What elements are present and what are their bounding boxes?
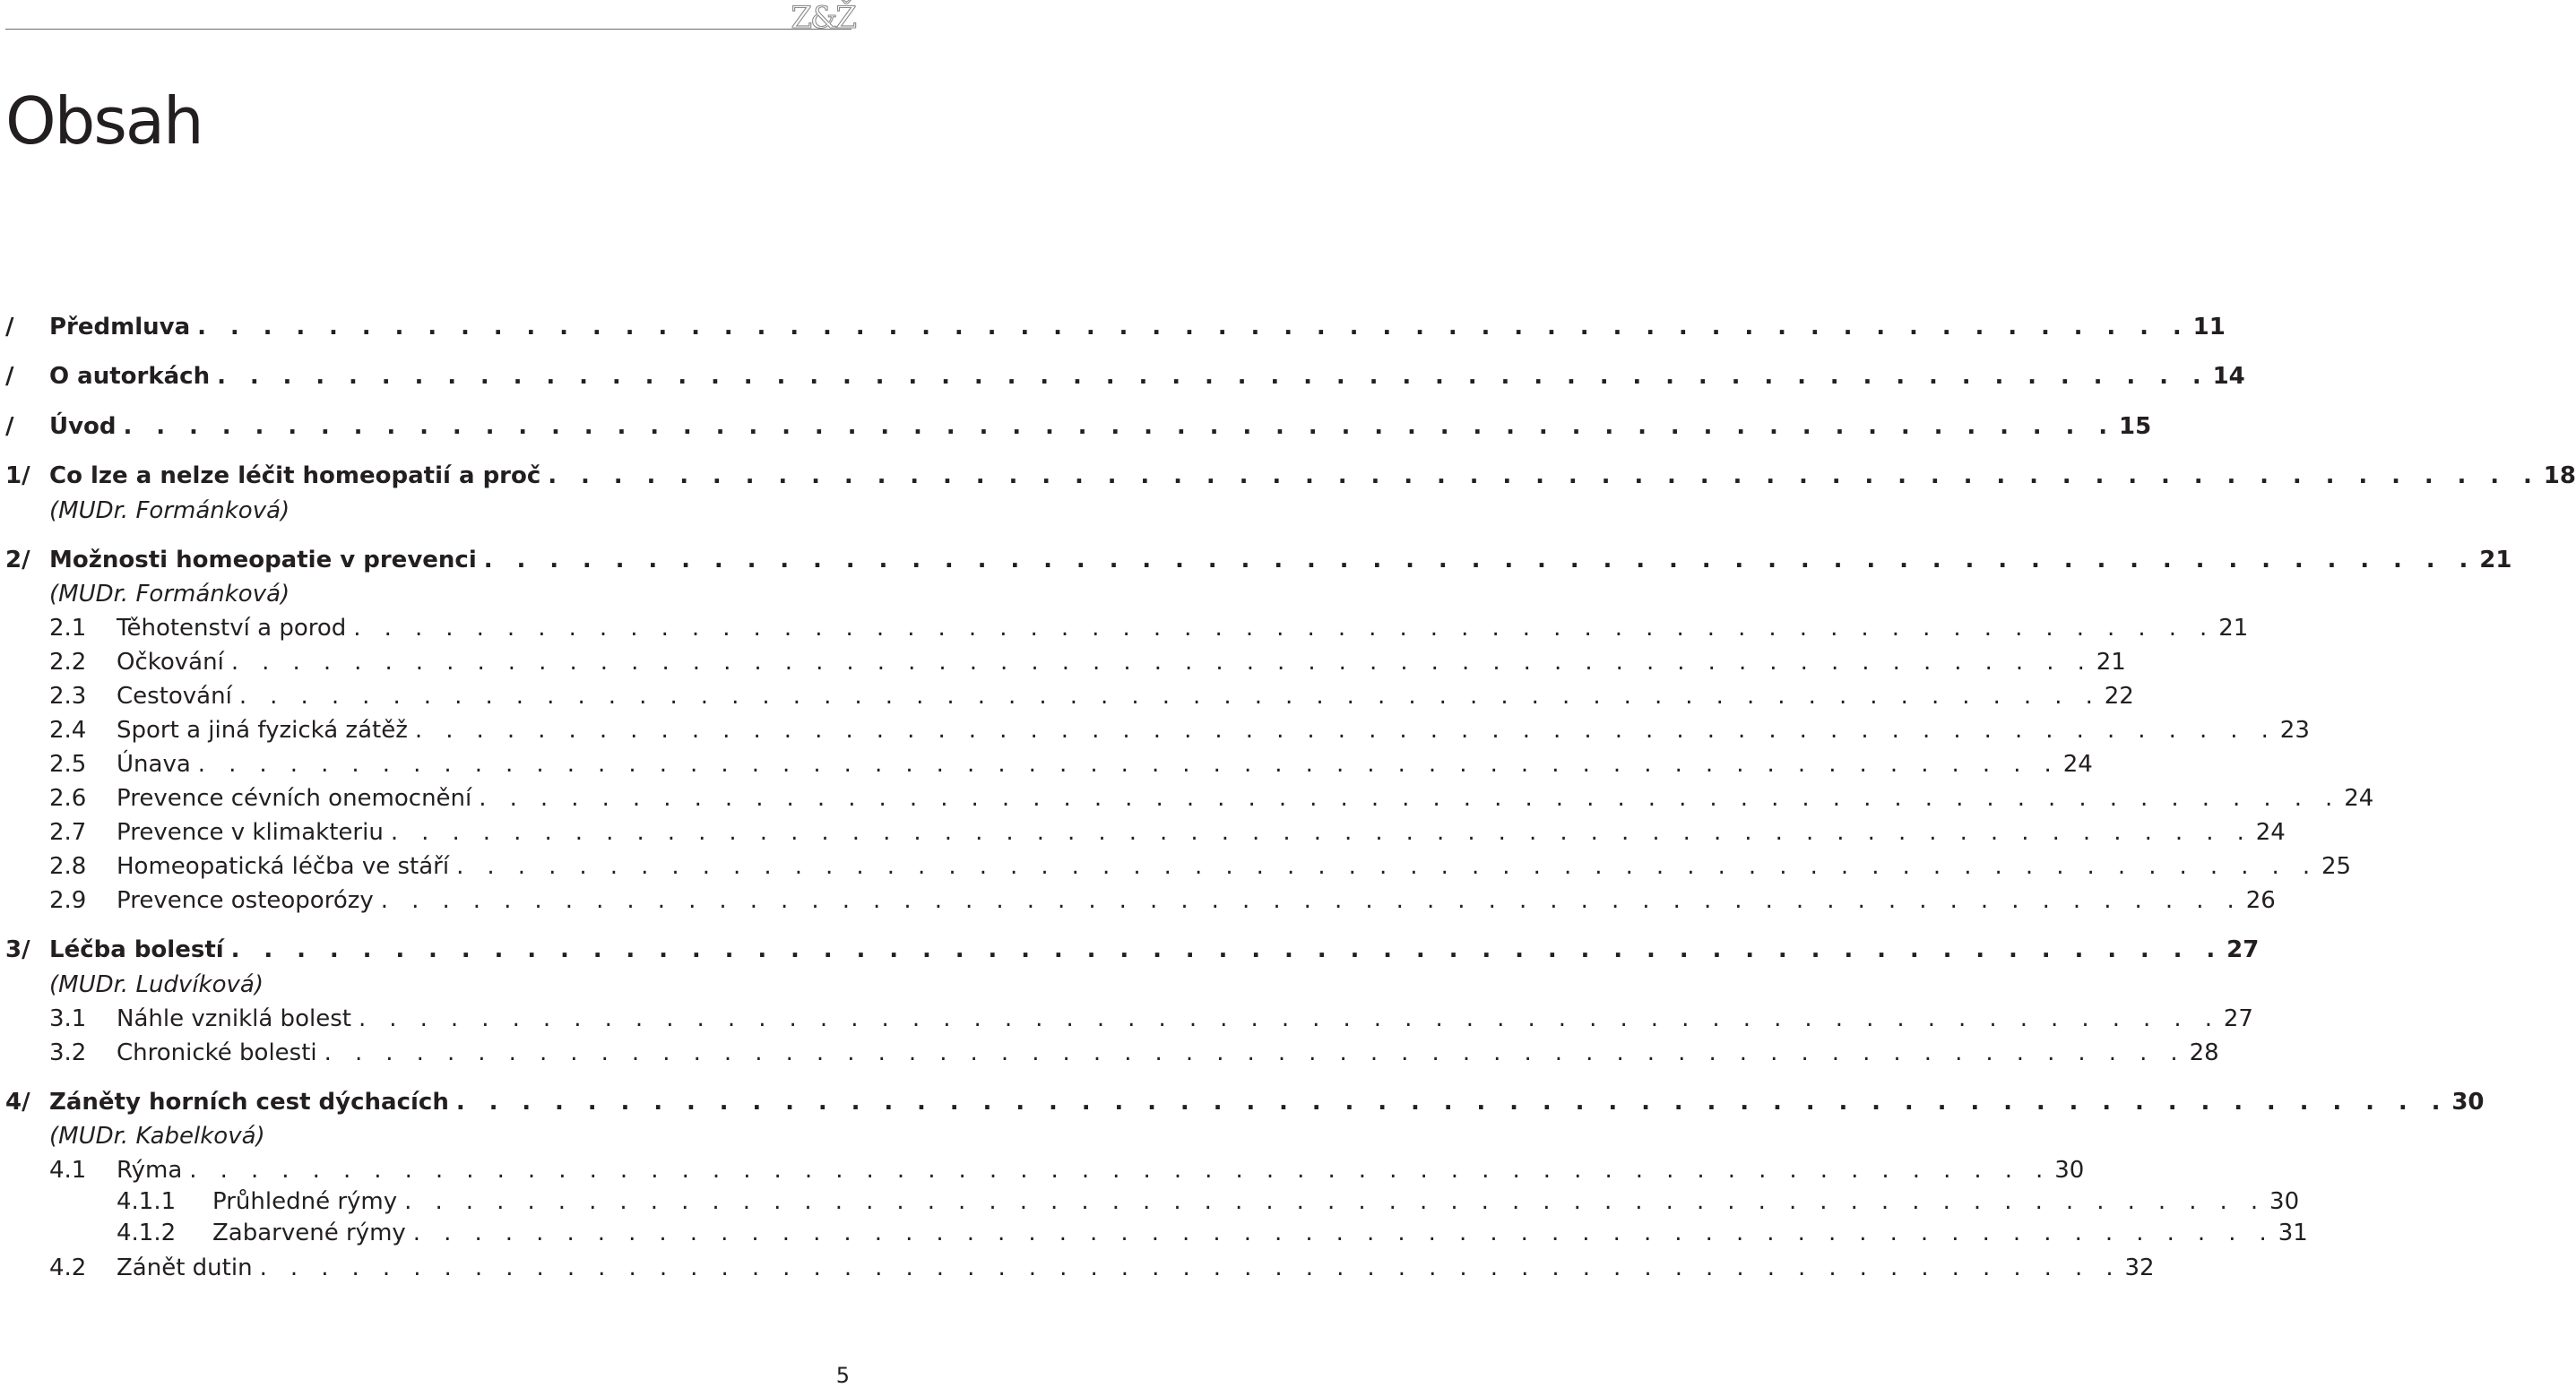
toc-number: 4.2 bbox=[49, 1254, 87, 1281]
chapter-author: (MUDr. Formánková) bbox=[49, 497, 290, 524]
toc-number: 4/ bbox=[5, 1089, 30, 1116]
dot-leader: . . . . . . . . . . . . . . . . . . . . . . . . . . . . . . . . . . . . . . . . . . . . . . . . . . . . . . . . . . . . . bbox=[217, 363, 2209, 390]
toc-section-2-7[interactable] bbox=[0, 815, 2286, 849]
toc-number: 4.1.2 bbox=[117, 1220, 177, 1246]
toc-section-2-6[interactable] bbox=[0, 781, 2374, 815]
toc-number: 2.7 bbox=[49, 819, 87, 846]
toc-page: 30 bbox=[2054, 1157, 2085, 1184]
page-number: 5 bbox=[835, 1363, 850, 1388]
page-title: Obsah bbox=[5, 83, 203, 159]
toc-section-2-1[interactable] bbox=[0, 611, 2249, 645]
toc-page: 26 bbox=[2245, 887, 2276, 914]
dot-leader: . . . . . . . . . . . . . . . . . . . . . . . . . . . . . . . . . . . . . . . . . . . . . . . . . . . . . . . . . . . . . bbox=[456, 853, 2319, 880]
toc-page: 23 bbox=[2279, 717, 2310, 744]
dot-leader: . . . . . . . . . . . . . . . . . . . . . . . . . . . . . . . . . . . . . . . . . . . . . . . . . . . . . . . . . . . . . bbox=[259, 1254, 2122, 1281]
dot-leader: . . . . . . . . . . . . . . . . . . . . . . . . . . . . . . . . . . . . . . . . . . . . . . . . . . . . . . . . . . . . . bbox=[197, 751, 2060, 778]
toc-number: 3.2 bbox=[49, 1039, 87, 1066]
dot-leader: . . . . . . . . . . . . . . . . . . . . . . . . . . . . . . . . . . . . . . . . . . . . . . . . . . . . . . . . . . . . . bbox=[483, 547, 2477, 573]
dot-leader: . . . . . . . . . . . . . . . . . . . . . . . . . . . . . . . . . . . . . . . . . . . . . . . . . . . . . . . . . . . . . bbox=[455, 1089, 2449, 1116]
toc-number: 2.5 bbox=[49, 751, 87, 778]
toc-section-2-5[interactable] bbox=[0, 747, 2093, 781]
toc-label: Prevence v klimakteriu bbox=[117, 819, 384, 846]
toc-page: 24 bbox=[2255, 819, 2286, 846]
toc-entry-o-autorkach[interactable] bbox=[0, 359, 2245, 393]
toc-label: Očkování bbox=[117, 649, 224, 676]
toc-label: Úvod bbox=[49, 413, 117, 440]
chapter-author: (MUDr. Kabelková) bbox=[49, 1123, 265, 1150]
toc-section-2-4[interactable] bbox=[0, 713, 2310, 747]
toc-page: 25 bbox=[2321, 853, 2352, 880]
toc-number: 2.9 bbox=[49, 887, 87, 914]
chapter-author: (MUDr. Ludvíková) bbox=[49, 971, 264, 998]
toc-label: Záněty horních cest dýchacích bbox=[49, 1089, 449, 1116]
toc-page: 31 bbox=[2278, 1220, 2308, 1246]
toc-page: 14 bbox=[2212, 363, 2245, 390]
dot-leader: . . . . . . . . . . . . . . . . . . . . . . . . . . . . . . . . . . . . . . . . . . . . . . . . . . . . . . . . . . . . . bbox=[548, 462, 2540, 489]
dot-leader: . . . . . . . . . . . . . . . . . . . . . . . . . . . . . . . . . . . . . . . . . . . . . . . . . . . . . . . . . . . . . bbox=[390, 819, 2252, 846]
dot-leader: . . . . . . . . . . . . . . . . . . . . . . . . . . . . . . . . . . . . . . . . . . . . . . . . . . . . . . . . . . . . . bbox=[324, 1039, 2186, 1066]
toc-number: 2.4 bbox=[49, 717, 87, 744]
toc-label: Sport a jiná fyzická zátěž bbox=[117, 717, 408, 744]
toc-page: 27 bbox=[2226, 936, 2260, 963]
toc-page: 30 bbox=[2269, 1188, 2300, 1215]
toc-page: 21 bbox=[2218, 615, 2249, 642]
toc-section-4-2[interactable] bbox=[0, 1251, 2155, 1285]
toc-label: Průhledné rýmy bbox=[212, 1188, 398, 1215]
toc-page: 18 bbox=[2543, 462, 2576, 489]
toc-label: Co lze a nelze léčit homeopatií a proč bbox=[49, 462, 541, 489]
dot-leader: . . . . . . . . . . . . . . . . . . . . . . . . . . . . . . . . . . . . . . . . . . . . . . . . . . . . . . . . . . . . . bbox=[404, 1188, 2267, 1215]
toc-entry-uvod[interactable] bbox=[0, 410, 2152, 444]
toc-number: 4.1.1 bbox=[117, 1188, 177, 1215]
toc-page: 11 bbox=[2192, 314, 2226, 341]
toc-section-2-9[interactable] bbox=[0, 884, 2276, 918]
dot-leader: . . . . . . . . . . . . . . . . . . . . . . . . . . . . . . . . . . . . . . . . . . . . . . . . . . . . . . . . . . . . . bbox=[380, 887, 2243, 914]
toc-chapter-4[interactable] bbox=[0, 1085, 2485, 1119]
toc-label: Předmluva bbox=[49, 314, 191, 341]
dot-leader: . . . . . . . . . . . . . . . . . . . . . . . . . . . . . . . . . . . . . . . . . . . . . . . . . . . . . . . . . . . . . bbox=[230, 936, 2224, 963]
toc-label: Možnosti homeopatie v prevenci bbox=[49, 547, 477, 573]
toc-number: 2/ bbox=[5, 547, 30, 573]
toc-label: O autorkách bbox=[49, 363, 211, 390]
toc-label: Prevence osteoporózy bbox=[117, 887, 374, 914]
toc-page: 28 bbox=[2189, 1039, 2219, 1066]
publisher-logo: Z&Ž bbox=[791, 0, 855, 36]
dot-leader: . . . . . . . . . . . . . . . . . . . . . . . . . . . . . . . . . . . . . . . . . . . . . . . . . . . . . . . . . . . . . bbox=[189, 1157, 2052, 1184]
toc-chapter-1[interactable] bbox=[0, 459, 2576, 493]
toc-page: 21 bbox=[2479, 547, 2512, 573]
toc-number: 2.1 bbox=[49, 615, 87, 642]
toc-label: Únava bbox=[117, 751, 191, 778]
toc-label: Chronické bolesti bbox=[117, 1039, 317, 1066]
toc-chapter-3[interactable] bbox=[0, 933, 2260, 967]
toc-label: Prevence cévních onemocnění bbox=[117, 785, 472, 812]
toc-label: Těhotenství a porod bbox=[117, 615, 347, 642]
dot-leader: . . . . . . . . . . . . . . . . . . . . . . . . . . . . . . . . . . . . . . . . . . . . . . . . . . . . . . . . . . . . . bbox=[230, 649, 2093, 676]
toc-number: 3.1 bbox=[49, 1005, 87, 1032]
toc-section-3-1[interactable] bbox=[0, 1002, 2253, 1036]
toc-subsection-4-1-1[interactable] bbox=[0, 1185, 2300, 1219]
toc-section-2-3[interactable] bbox=[0, 679, 2134, 713]
toc-label: Rýma bbox=[117, 1157, 183, 1184]
toc-number: / bbox=[5, 413, 14, 440]
dot-leader: . . . . . . . . . . . . . . . . . . . . . . . . . . . . . . . . . . . . . . . . . . . . . . . . . . . . . . . . . . . . . bbox=[197, 314, 2190, 341]
toc-number: 2.6 bbox=[49, 785, 87, 812]
toc-page: 30 bbox=[2451, 1089, 2485, 1116]
toc-page: 32 bbox=[2124, 1254, 2155, 1281]
toc-page: 24 bbox=[2062, 751, 2093, 778]
toc-page: 15 bbox=[2119, 413, 2152, 440]
chapter-author: (MUDr. Formánková) bbox=[49, 581, 290, 608]
toc-number: / bbox=[5, 314, 14, 341]
toc-label: Zánět dutin bbox=[117, 1254, 253, 1281]
dot-leader: . . . . . . . . . . . . . . . . . . . . . . . . . . . . . . . . . . . . . . . . . . . . . . . . . . . . . . . . . . . . . bbox=[479, 785, 2341, 812]
toc-number: 2.2 bbox=[49, 649, 87, 676]
dot-leader: . . . . . . . . . . . . . . . . . . . . . . . . . . . . . . . . . . . . . . . . . . . . . . . . . . . . . . . . . . . . . bbox=[358, 1005, 2220, 1032]
toc-label: Cestování bbox=[117, 683, 232, 710]
toc-section-2-8[interactable] bbox=[0, 849, 2352, 884]
toc-number: 3/ bbox=[5, 936, 30, 963]
toc-number: / bbox=[5, 363, 14, 390]
toc-label: Zabarvené rýmy bbox=[212, 1220, 406, 1246]
toc-section-3-2[interactable] bbox=[0, 1036, 2219, 1070]
toc-page: 22 bbox=[2104, 683, 2134, 710]
dot-leader: . . . . . . . . . . . . . . . . . . . . . . . . . . . . . . . . . . . . . . . . . . . . . . . . . . . . . . . . . . . . . bbox=[353, 615, 2216, 642]
dot-leader: . . . . . . . . . . . . . . . . . . . . . . . . . . . . . . . . . . . . . . . . . . . . . . . . . . . . . . . . . . . . . bbox=[414, 717, 2277, 744]
toc-number: 2.8 bbox=[49, 853, 87, 880]
toc-page: 24 bbox=[2344, 785, 2374, 812]
toc-number: 2.3 bbox=[49, 683, 87, 710]
toc-number: 4.1 bbox=[49, 1157, 87, 1184]
toc-label: Homeopatická léčba ve stáří bbox=[117, 853, 450, 880]
dot-leader: . . . . . . . . . . . . . . . . . . . . . . . . . . . . . . . . . . . . . . . . . . . . . . . . . . . . . . . . . . . . . bbox=[412, 1220, 2275, 1246]
toc-chapter-2[interactable] bbox=[0, 543, 2512, 577]
toc-label: Léčba bolestí bbox=[49, 936, 224, 963]
toc-page: 21 bbox=[2096, 649, 2126, 676]
dot-leader: . . . . . . . . . . . . . . . . . . . . . . . . . . . . . . . . . . . . . . . . . . . . . . . . . . . . . . . . . . . . . bbox=[238, 683, 2101, 710]
toc-page: 27 bbox=[2223, 1005, 2253, 1032]
toc-section-2-2[interactable] bbox=[0, 645, 2126, 679]
toc-section-4-1[interactable] bbox=[0, 1153, 2085, 1187]
toc-entry-predmluva[interactable] bbox=[0, 310, 2226, 344]
dot-leader: . . . . . . . . . . . . . . . . . . . . . . . . . . . . . . . . . . . . . . . . . . . . . . . . . . . . . . . . . . . . . bbox=[123, 413, 2116, 440]
toc-subsection-4-1-2[interactable] bbox=[0, 1216, 2308, 1250]
toc-number: 1/ bbox=[5, 462, 30, 489]
toc-label: Náhle vzniklá bolest bbox=[117, 1005, 351, 1032]
